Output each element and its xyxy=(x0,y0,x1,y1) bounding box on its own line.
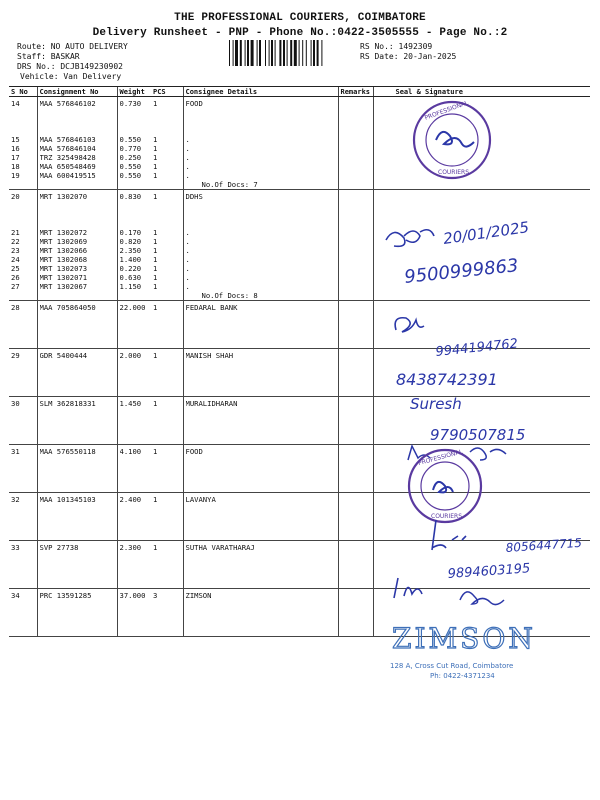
barcode-bar xyxy=(233,40,234,66)
consignee-cell xyxy=(183,589,338,637)
pcs-cell-line xyxy=(153,117,181,126)
weight-cell-text: 2.400 xyxy=(119,495,142,504)
weight-cell-line: 0.550 xyxy=(119,162,142,171)
pcs-cell-text: 1 xyxy=(153,543,158,552)
sno-cell-line: 26 xyxy=(11,273,20,282)
weight-cell-line: 1.400 xyxy=(119,255,142,264)
remarks-cell xyxy=(338,97,373,190)
sno-cell xyxy=(9,349,37,397)
sno-cell-line: 23 xyxy=(11,246,20,255)
consignee-cell-line: . xyxy=(185,153,190,162)
weight-cell-line: 0.550 xyxy=(119,135,142,144)
remarks-cell xyxy=(338,493,373,541)
sno-cell-text: 31 xyxy=(11,447,20,456)
remarks-cell xyxy=(338,301,373,349)
consignee-cell-line: . xyxy=(185,282,190,291)
sno-cell-text: 29 xyxy=(11,351,20,360)
weight-cell-line: 0.630 xyxy=(119,273,142,282)
weight-cell-line xyxy=(120,219,150,228)
sno-cell-line xyxy=(11,201,35,210)
table-row xyxy=(9,589,590,637)
col-pcs: PCS xyxy=(151,87,183,97)
docs-count: No.Of Docs: 7 xyxy=(201,180,258,189)
sno-cell-text: 33 xyxy=(11,543,20,552)
pcs-cell-text: 3 xyxy=(153,591,158,600)
consignment-cell-line: MAA 576846103 xyxy=(39,135,96,144)
barcode-bar xyxy=(306,40,307,66)
consignment-cell-text: GDR 5400444 xyxy=(39,351,88,360)
pcs-cell xyxy=(151,301,183,349)
weight-cell-line xyxy=(120,201,150,210)
weight-cell xyxy=(117,349,151,397)
weight-cell xyxy=(117,589,151,637)
consignee-cell-line: FOOD xyxy=(185,99,203,108)
pcs-cell-line: 1 xyxy=(153,144,158,153)
svg-text:PROFESSIONAL: PROFESSIONAL xyxy=(417,448,464,468)
consignment-cell-line xyxy=(40,210,115,219)
consignee-cell xyxy=(183,349,338,397)
handwritten-date: 20/01/2025 xyxy=(442,218,531,248)
barcode-bar xyxy=(240,40,242,66)
barcode-bar xyxy=(269,40,270,66)
sno-cell-line xyxy=(11,108,35,117)
pcs-cell-line: 1 xyxy=(153,282,158,291)
consignee-cell-text: FEDARAL BANK xyxy=(185,303,238,312)
consignee-cell-line xyxy=(186,219,336,228)
consignment-cell-line: MRT 1302071 xyxy=(39,273,88,282)
seal-cell xyxy=(373,190,590,301)
col-weight: Weight xyxy=(117,87,151,97)
consignee-cell-text: LAVANYA xyxy=(185,495,216,504)
consignee-cell xyxy=(183,97,338,190)
weight-cell xyxy=(117,445,151,493)
col-consignee: Consignee Details xyxy=(183,87,338,97)
sno-cell xyxy=(9,301,37,349)
barcode-bar xyxy=(245,40,246,66)
sno-cell-line: 17 xyxy=(11,153,20,162)
seal-cell xyxy=(373,589,590,637)
table-row xyxy=(9,541,590,589)
pcs-cell-text: 1 xyxy=(153,351,158,360)
consignment-cell xyxy=(37,97,117,190)
pcs-cell-line: 1 xyxy=(153,192,158,201)
pcs-cell-line: 1 xyxy=(153,273,158,282)
consignment-cell xyxy=(37,301,117,349)
consignment-cell-text: SVP 27738 xyxy=(39,543,79,552)
remarks-cell xyxy=(338,190,373,301)
barcode-bar xyxy=(287,40,288,66)
consignee-cell-line: . xyxy=(185,135,190,144)
sno-cell-line xyxy=(11,117,35,126)
sno-cell-text: 30 xyxy=(11,399,20,408)
consignment-cell xyxy=(37,397,117,445)
barcode-bar xyxy=(311,40,312,66)
table-row xyxy=(9,493,590,541)
svg-text:PROFESSIONAL: PROFESSIONAL xyxy=(423,99,470,122)
consignee-cell-line: . xyxy=(185,237,190,246)
barcode-bar xyxy=(299,40,300,66)
weight-cell xyxy=(117,97,151,190)
weight-cell-line xyxy=(120,210,150,219)
pcs-cell-line: 1 xyxy=(153,228,158,237)
col-sno: S No xyxy=(9,87,37,97)
seal-cell xyxy=(373,445,590,493)
remarks-cell xyxy=(338,541,373,589)
consignment-cell-text: MAA 101345103 xyxy=(39,495,96,504)
consignment-cell-text: SLM 362818331 xyxy=(39,399,96,408)
consignment-cell-line: MAA 576846104 xyxy=(39,144,96,153)
handwritten-phone: 9944194762 xyxy=(434,336,519,360)
consignment-cell xyxy=(37,541,117,589)
weight-cell-line xyxy=(120,117,150,126)
barcode-bar xyxy=(275,40,276,66)
pcs-cell-line: 1 xyxy=(153,246,158,255)
seal-cell xyxy=(373,349,590,397)
consignee-cell-text: MURALIDHARAN xyxy=(185,399,238,408)
pcs-cell-text: 1 xyxy=(153,303,158,312)
weight-cell-line xyxy=(120,126,150,135)
sno-cell-line: 14 xyxy=(11,99,20,108)
consignee-cell xyxy=(183,301,338,349)
remarks-cell xyxy=(338,397,373,445)
consignment-cell-text: MAA 576550118 xyxy=(39,447,96,456)
col-remarks: Remarks xyxy=(338,87,373,97)
consignee-cell-text: FOOD xyxy=(185,447,203,456)
remarks-cell xyxy=(338,445,373,493)
consignee-cell-line xyxy=(186,117,336,126)
sno-cell xyxy=(9,541,37,589)
consignee-cell-line xyxy=(186,210,336,219)
sno-cell xyxy=(9,190,37,301)
seal-cell xyxy=(373,397,590,445)
consignment-cell xyxy=(37,589,117,637)
sno-cell-line: 15 xyxy=(11,135,20,144)
col-consignment: Consignment No xyxy=(37,87,117,97)
weight-cell-line: 0.730 xyxy=(119,99,142,108)
pcs-cell xyxy=(151,97,183,190)
sno-cell-line xyxy=(11,219,35,228)
docs-count: No.Of Docs: 8 xyxy=(201,291,258,300)
sno-cell-line xyxy=(11,126,35,135)
pcs-cell-line xyxy=(153,210,181,219)
pcs-cell xyxy=(151,445,183,493)
zimson-logo: ZIMSON xyxy=(392,622,536,655)
rs-number: RS No.: 1492309 xyxy=(360,42,433,51)
consignment-cell-line: MRT 1302073 xyxy=(39,264,88,273)
pcs-cell xyxy=(151,493,183,541)
table-row xyxy=(9,445,590,493)
pcs-cell xyxy=(151,541,183,589)
consignee-cell-line: . xyxy=(185,144,190,153)
seal-cell xyxy=(373,493,590,541)
barcode-bar xyxy=(302,40,303,66)
consignee-cell-text: ZIMSON xyxy=(185,591,212,600)
weight-cell-line: 0.770 xyxy=(119,144,142,153)
sno-cell xyxy=(9,97,37,190)
consignee-cell-text: MANISH SHAH xyxy=(185,351,234,360)
weight-cell-line: 0.830 xyxy=(119,192,142,201)
zimson-address: 128 A, Cross Cut Road, Coimbatore xyxy=(390,662,514,670)
handwritten-name: Suresh xyxy=(410,395,462,413)
barcode-bar xyxy=(283,40,285,66)
sno-cell-line: 24 xyxy=(11,255,20,264)
pcs-cell-line xyxy=(153,219,181,228)
pcs-cell-line: 1 xyxy=(153,237,158,246)
pcs-cell-line: 1 xyxy=(153,171,158,180)
handwritten-phone: 9790507815 xyxy=(430,426,526,444)
barcode-bar xyxy=(271,40,273,66)
sno-cell-line: 18 xyxy=(11,162,20,171)
pcs-cell xyxy=(151,589,183,637)
sno-cell-line: 27 xyxy=(11,282,20,291)
page-subtitle: Delivery Runsheet - PNP - Phone No.:0422-3505555 - Page No.:2 xyxy=(92,27,508,39)
weight-cell-text: 22.000 xyxy=(119,303,146,312)
sno-cell-line: 21 xyxy=(11,228,20,237)
table-row-group xyxy=(9,190,590,301)
page-title: THE PROFESSIONAL COURIERS, COIMBATORE xyxy=(174,12,426,24)
sno-cell-text: 28 xyxy=(11,303,20,312)
weight-cell-line: 0.220 xyxy=(119,264,142,273)
consignee-cell-line xyxy=(186,126,336,135)
staff-label: Staff: BASKAR xyxy=(17,52,80,61)
handwritten-phone: 8056447715 xyxy=(505,535,583,555)
remarks-cell xyxy=(338,349,373,397)
vehicle-label: Vehicle: Van Delivery xyxy=(20,72,122,81)
consignee-cell-line: . xyxy=(185,171,190,180)
consignment-cell-line xyxy=(40,219,115,228)
route-label: Route: NO AUTO DELIVERY xyxy=(17,42,128,51)
weight-cell-line: 2.350 xyxy=(119,246,142,255)
table-row xyxy=(9,301,590,349)
pcs-cell-line: 1 xyxy=(153,264,158,273)
sno-cell-line: 19 xyxy=(11,171,20,180)
barcode-bar xyxy=(313,40,315,66)
sno-cell-text: 32 xyxy=(11,495,20,504)
pcs-cell-line: 1 xyxy=(153,255,158,264)
consignment-cell xyxy=(37,445,117,493)
consignee-cell-line: . xyxy=(185,228,190,237)
barcode-bar xyxy=(321,40,322,66)
consignee-cell-text: SUTHA VARATHARAJ xyxy=(185,543,255,552)
seal-cell xyxy=(373,97,590,190)
barcode-bar xyxy=(251,40,254,66)
weight-cell xyxy=(117,190,151,301)
weight-cell-text: 2.000 xyxy=(119,351,142,360)
consignment-cell-line xyxy=(40,201,115,210)
pcs-cell-line: 1 xyxy=(153,162,158,171)
svg-text:COURIERS: COURIERS xyxy=(438,169,470,176)
weight-cell-line: 0.550 xyxy=(119,171,142,180)
barcode-bar xyxy=(247,40,249,66)
runsheet-table xyxy=(9,86,590,637)
sno-cell xyxy=(9,493,37,541)
consignment-cell-line xyxy=(40,117,115,126)
consignee-cell-line: . xyxy=(185,246,190,255)
consignment-cell-line: MAA 650548469 xyxy=(39,162,96,171)
consignee-cell xyxy=(183,445,338,493)
pcs-cell xyxy=(151,397,183,445)
seal-cell xyxy=(373,541,590,589)
consignment-cell xyxy=(37,190,117,301)
weight-cell-text: 4.100 xyxy=(119,447,142,456)
table-row-group xyxy=(9,97,590,190)
consignee-cell xyxy=(183,190,338,301)
consignment-cell-line: MRT 1302068 xyxy=(39,255,88,264)
consignee-cell-line: . xyxy=(185,162,190,171)
handwritten-phone: 9500999863 xyxy=(403,255,520,288)
barcode-bar xyxy=(279,40,281,66)
barcode-bar xyxy=(290,40,292,66)
weight-cell-text: 2.300 xyxy=(119,543,142,552)
sno-cell-line: 25 xyxy=(11,264,20,273)
sno-cell xyxy=(9,397,37,445)
sno-cell xyxy=(9,445,37,493)
handwritten-phone: 9894603195 xyxy=(447,561,531,582)
weight-cell-line: 1.150 xyxy=(119,282,142,291)
pcs-cell-line: 1 xyxy=(153,153,158,162)
pcs-cell xyxy=(151,190,183,301)
sno-cell-text: 34 xyxy=(11,591,20,600)
consignee-cell-line: . xyxy=(185,255,190,264)
weight-cell xyxy=(117,493,151,541)
pcs-cell-line xyxy=(153,108,181,117)
barcode-bar xyxy=(265,40,266,66)
drs-label: DRS No.: DCJB149230902 xyxy=(17,62,123,71)
consignment-cell-line xyxy=(40,126,115,135)
sno-cell-line: 16 xyxy=(11,144,20,153)
consignment-cell-text: MAA 705864050 xyxy=(39,303,96,312)
consignment-cell-line: MAA 600419515 xyxy=(39,171,96,180)
barcode-bar xyxy=(259,40,261,66)
weight-cell-text: 37.000 xyxy=(119,591,146,600)
table-row xyxy=(9,397,590,445)
consignment-cell-line: MRT 1302070 xyxy=(39,192,88,201)
weight-cell-line: 0.170 xyxy=(119,228,142,237)
barcode xyxy=(229,40,351,66)
table-header-row xyxy=(9,87,590,97)
consignment-cell-line xyxy=(40,108,115,117)
table-row xyxy=(9,349,590,397)
pcs-cell-text: 1 xyxy=(153,447,158,456)
weight-cell-line: 0.250 xyxy=(119,153,142,162)
weight-cell-text: 1.450 xyxy=(119,399,142,408)
consignee-cell xyxy=(183,541,338,589)
weight-cell-line xyxy=(120,108,150,117)
consignment-cell-line: MRT 1302069 xyxy=(39,237,88,246)
pcs-cell-line xyxy=(153,201,181,210)
consignment-cell-line: MRT 1302067 xyxy=(39,282,88,291)
barcode-bar xyxy=(294,40,297,66)
consignee-cell-line: . xyxy=(185,273,190,282)
consignee-cell-line: . xyxy=(185,264,190,273)
barcode-bar xyxy=(317,40,319,66)
consignment-cell xyxy=(37,493,117,541)
sno-cell-line: 20 xyxy=(11,192,20,201)
barcode-bar xyxy=(229,40,230,66)
weight-cell xyxy=(117,397,151,445)
consignee-cell-line: DDHS xyxy=(185,192,203,201)
handwritten-phone: 8438742391 xyxy=(396,370,498,389)
seal-cell xyxy=(373,301,590,349)
barcode-bar xyxy=(257,40,258,66)
pcs-cell-line: 1 xyxy=(153,135,158,144)
weight-cell xyxy=(117,541,151,589)
pcs-cell-text: 1 xyxy=(153,399,158,408)
consignment-cell-line: MRT 1302066 xyxy=(39,246,88,255)
consignment-cell-line: TRZ 325498428 xyxy=(39,153,96,162)
sno-cell-line xyxy=(11,210,35,219)
consignment-cell-line: MAA 576846102 xyxy=(39,99,96,108)
sno-cell xyxy=(9,589,37,637)
consignment-cell-line: MRT 1302072 xyxy=(39,228,88,237)
pcs-cell-line: 1 xyxy=(153,99,158,108)
pcs-cell-line xyxy=(153,126,181,135)
col-seal: Seal & Signature xyxy=(373,87,590,97)
consignee-cell-line xyxy=(186,108,336,117)
consignment-cell xyxy=(37,349,117,397)
rs-date: RS Date: 20-Jan-2025 xyxy=(360,52,457,61)
barcode-bar xyxy=(235,40,238,66)
weight-cell xyxy=(117,301,151,349)
weight-cell-line: 0.820 xyxy=(119,237,142,246)
consignee-cell xyxy=(183,493,338,541)
pcs-cell xyxy=(151,349,183,397)
remarks-cell xyxy=(338,589,373,637)
consignment-cell-text: PRC 13591285 xyxy=(39,591,92,600)
pcs-cell-text: 1 xyxy=(153,495,158,504)
consignee-cell-line xyxy=(186,201,336,210)
consignee-cell xyxy=(183,397,338,445)
svg-text:COURIERS: COURIERS xyxy=(431,513,463,520)
zimson-phone: Ph: 0422-4371234 xyxy=(430,672,495,680)
sno-cell-line: 22 xyxy=(11,237,20,246)
